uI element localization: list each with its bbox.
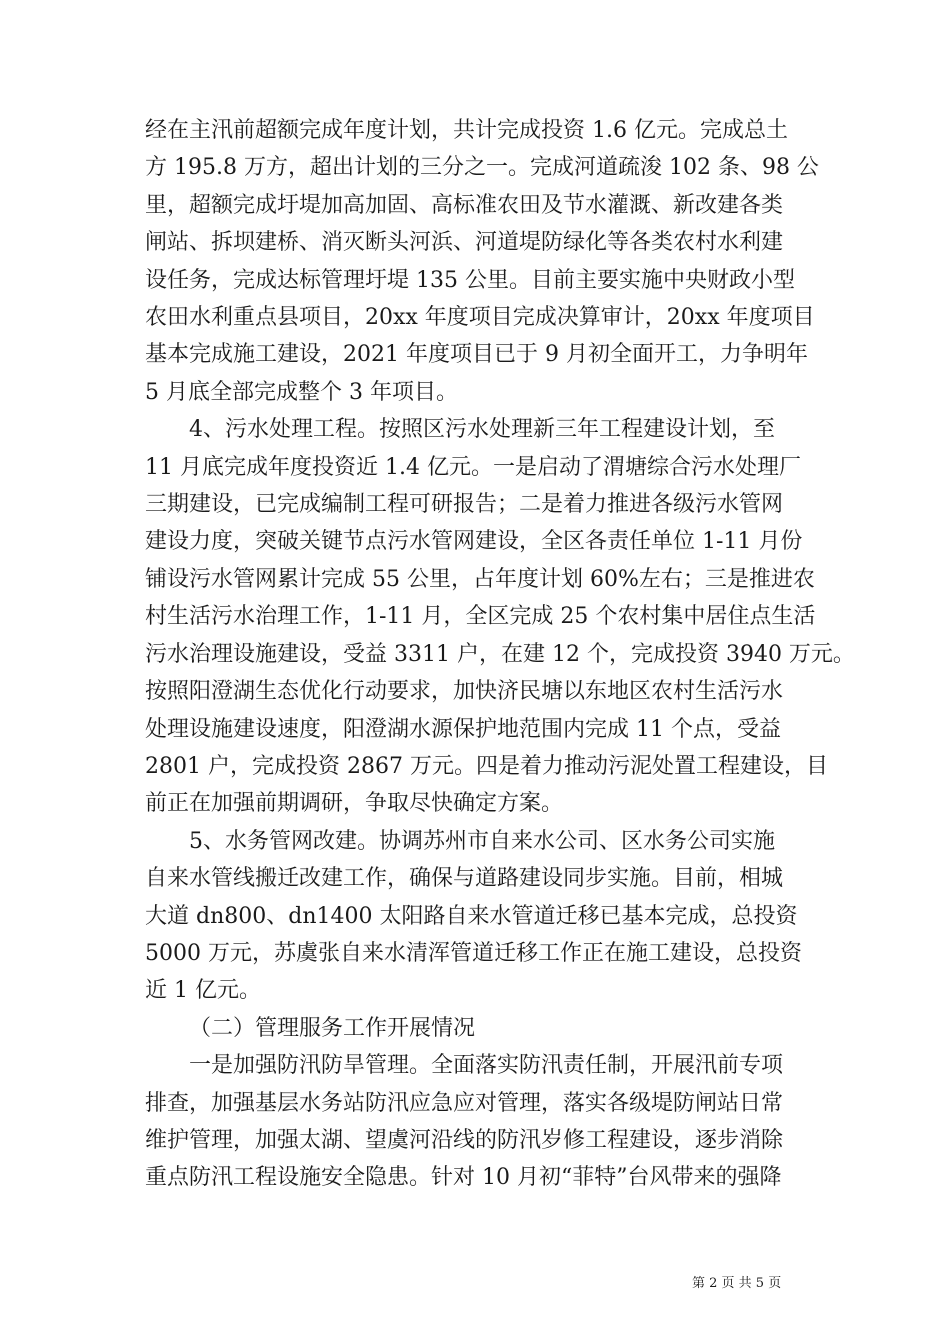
text-line: 排查，加强基层水务站防汛应急应对管理，落实各级堤防闸站日常 [145,1090,784,1116]
text-line: 前正在加强前期调研，争取尽快确定方案。 [145,791,564,817]
document-body [145,112,855,1197]
text-line: 闸站、拆坝建桥、消灭断头河浜、河道堤防绿化等各类农村水利建 [145,230,784,256]
text-line: 近 1 亿元。 [145,978,261,1004]
text-line: 经在主汛前超额完成年度计划，共计完成投资 1.6 亿元。完成总土 [145,118,788,143]
text-line: 大道 dn800、dn1400 太阳路自来水管道迁移已基本完成，总投资 [145,903,798,929]
text-line: 铺设污水管网累计完成 55 公里，占年度计划 60%左右；三是推进农 [145,566,815,592]
text-line: 2801 户，完成投资 2867 万元。四是着力推动污泥处置工程建设，目 [145,753,828,779]
text-line: 设任务，完成达标管理圩堤 135 公里。目前主要实施中央财政小型 [145,267,795,293]
text-line: 自来水管线搬迁改建工作，确保与道路建设同步实施。目前，相城 [145,866,784,892]
text-line: 村生活污水治理工作，1-11 月，全区完成 25 个农村集中居住点生活 [145,604,816,630]
text-line: 重点防汛工程设施安全隐患。针对 10 月初“菲特”台风带来的强降 [145,1165,782,1191]
text-line: 5 月底全部完成整个 3 年项目。 [145,379,458,405]
text-line: 处理设施建设速度，阳澄湖水源保护地范围内完成 11 个点，受益 [145,716,781,742]
paragraph-start-sewage: 4、污水处理工程。按照区污水处理新三年工程建设计划，至 [189,417,775,443]
text-line: 污水治理设施建设，受益 3311 户，在建 12 个，完成投资 3940 万元。 [145,641,855,667]
text-line: 三期建设，已完成编制工程可研报告；二是着力推进各级污水管网 [145,492,784,518]
text-line: 农田水利重点县项目，20xx 年度项目完成决算审计，20xx 年度项目 [145,305,815,331]
text-line: 基本完成施工建设，2021 年度项目已于 9 月初全面开工，力争明年 [145,342,808,368]
paragraph-start-water-network: 5、水务管网改建。协调苏州市自来水公司、区水务公司实施 [189,828,775,854]
text-line: 11 月底完成年度投资近 1.4 亿元。一是启动了渭塘综合污水处理厂 [145,454,801,480]
text-line: 按照阳澄湖生态优化行动要求，加快济民塘以东地区农村生活污水 [145,679,784,705]
paragraph-start-flood-control: 一是加强防汛防旱管理。全面落实防汛责任制，开展汛前专项 [189,1053,784,1079]
section-heading: （二）管理服务工作开展情况 [189,1015,476,1041]
text-line: 里，超额完成圩堤加高加固、高标准农田及节水灌溉、新改建各类 [145,192,784,218]
text-line: 建设力度，突破关键节点污水管网建设，全区各责任单位 1-11 月份 [145,529,803,555]
text-line: 5000 万元，苏虞张自来水清浑管道迁移工作正在施工建设，总投资 [145,940,802,966]
page-number-footer: 第 2 页 共 5 页 [692,1276,782,1291]
text-line: 方 195.8 万方，超出计划的三分之一。完成河道疏浚 102 条、98 公 [145,155,819,181]
text-line: 维护管理，加强太湖、望虞河沿线的防汛岁修工程建设，逐步消除 [145,1127,784,1153]
